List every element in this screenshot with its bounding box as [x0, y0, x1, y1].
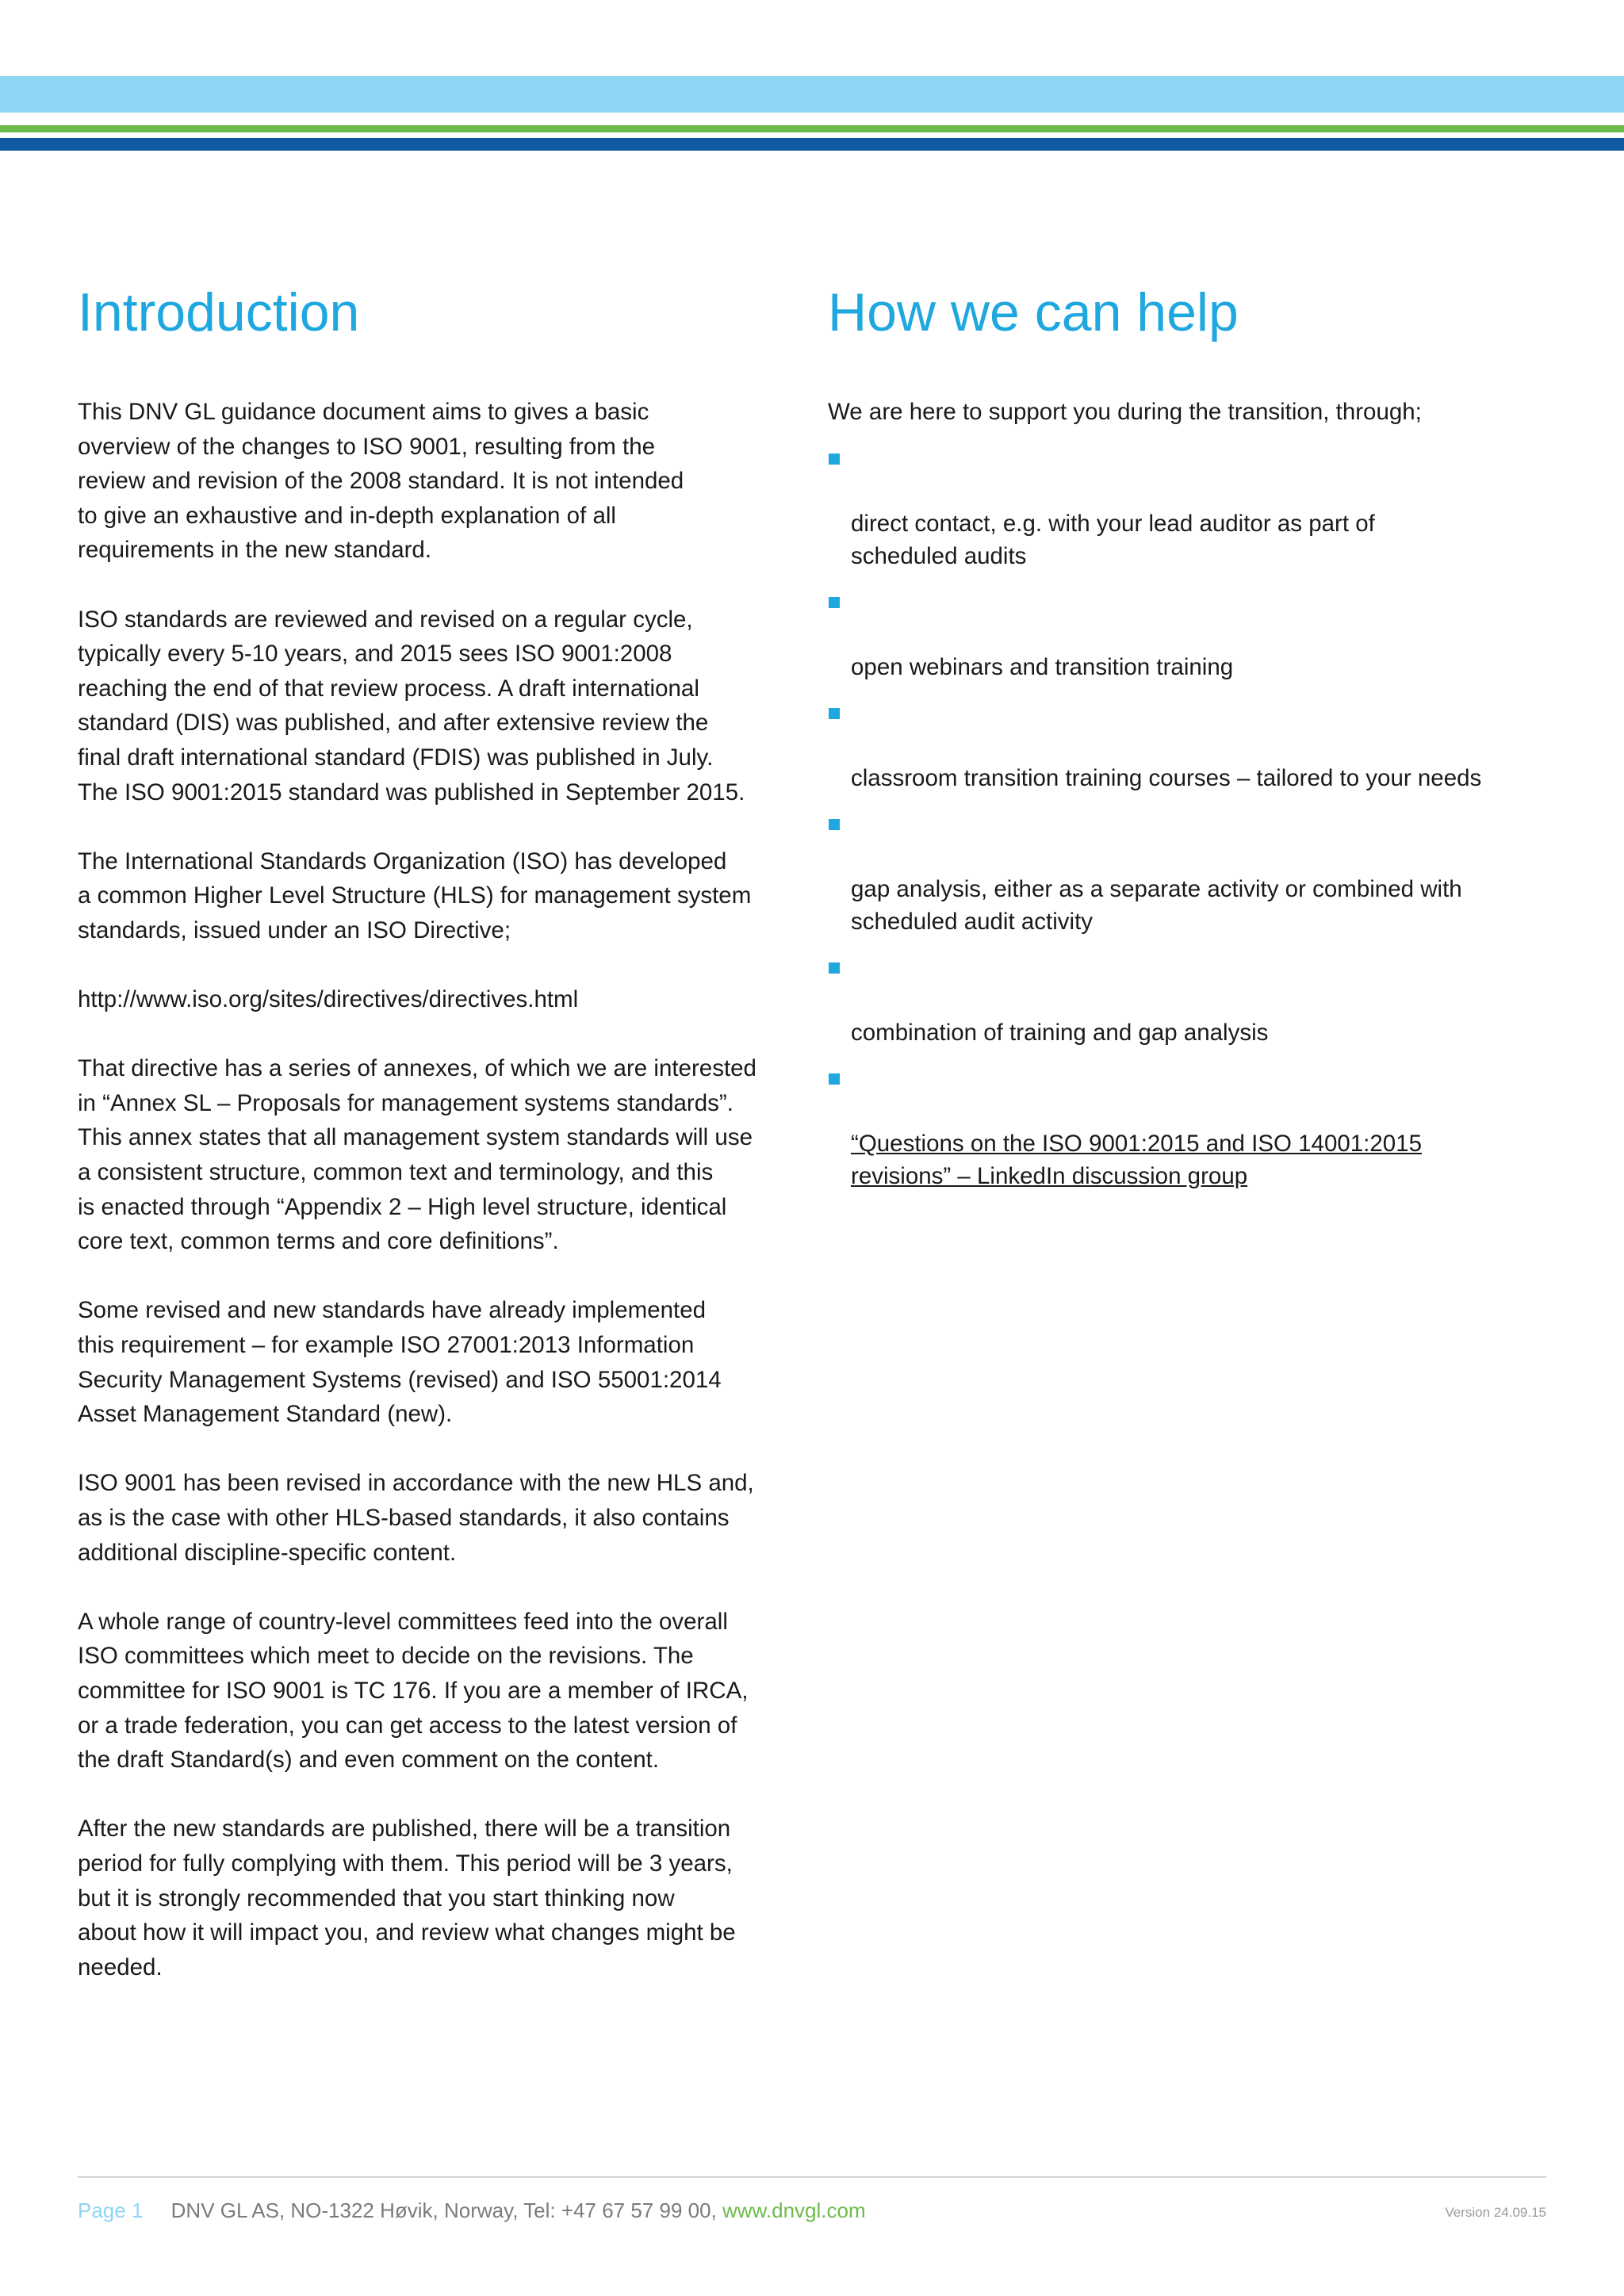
header-stripe-light-blue: [0, 76, 1624, 113]
page-number: Page 1: [78, 2198, 144, 2222]
list-item: [828, 586, 1549, 683]
square-bullet-icon: [829, 453, 840, 465]
square-bullet-icon: [829, 819, 840, 830]
linkedin-discussion-link[interactable]: “Questions on the ISO 9001:2015 and ISO 14001:2015 revisions” – LinkedIn discussion group: [851, 1130, 1422, 1189]
help-intro-text: We are here to support you during the transition, through;: [828, 399, 1422, 425]
iso-directives-url: http://www.iso.org/sites/directives/directives.html: [78, 986, 579, 1013]
list-item-text: direct contact, e.g. with your lead auditor as part of scheduled audits: [851, 510, 1375, 569]
how-we-can-help-column: [828, 279, 1549, 1206]
list-item-text: combination of training and gap analysis: [851, 1019, 1269, 1046]
company-address: DNV GL AS, NO-1322 Høvik, Norway, Tel: +47 67 57 99 00,: [170, 2198, 722, 2222]
header-stripe-green: [0, 125, 1624, 132]
version-label: Version 24.09.15: [1445, 2205, 1546, 2220]
intro-paragraph-3: The International Standards Organization (ISO) has developed a common Higher Level Structure (HLS) for management system standards, issued under an ISO Directive;: [78, 848, 752, 943]
intro-paragraph-7: ISO 9001 has been revised in accordance with the new HLS and, as is the case with other HLS-based standards, it also contains additional discipline-specific content.: [78, 1470, 754, 1566]
square-bullet-icon: [829, 962, 840, 974]
list-item: [828, 442, 1549, 572]
square-bullet-icon: [829, 708, 840, 719]
square-bullet-icon: [829, 1073, 840, 1085]
introduction-heading: Introduction: [78, 282, 360, 342]
list-item-text: open webinars and transition training: [851, 653, 1234, 680]
intro-paragraph-6: Some revised and new standards have already implemented this requirement – for example ISO 27001:2013 Information Security Management Systems (revised) and ISO 55001:2014 Asset Management Standard (new).: [78, 1297, 722, 1428]
list-item: [828, 951, 1549, 1049]
list-item: [828, 808, 1549, 938]
footer-divider: [78, 2176, 1546, 2178]
website-link[interactable]: www.dnvgl.com: [722, 2198, 866, 2222]
intro-paragraph-8: A whole range of country-level committees feed into the overall ISO committees which meet to decide on the revisions. The committee for ISO 9001 is TC 176. If you are a member of IRCA, or a trade federation, you can get access to the latest version of the draft Standard(s) and even comment on the content.: [78, 1608, 749, 1774]
intro-paragraph-5: That directive has a series of annexes, of which we are interested in “Annex SL – Proposals for management systems standards”. This annex states that all management system standards will use a consistent structure, common text and terminology, and this is enacted through “Appendix 2 – High level structure, identical core text, common terms and core definitions”.: [78, 1055, 756, 1255]
square-bullet-icon: [829, 597, 840, 608]
how-we-can-help-heading: How we can help: [828, 282, 1239, 342]
linkedin-discussion-item: [828, 1062, 1549, 1192]
intro-paragraph-2: ISO standards are reviewed and revised on a regular cycle, typically every 5-10 years, and 2015 sees ISO 9001:2008 reaching the end of that review process. A draft international standard (DIS) was published, and after extensive review the final draft international standard (FDIS) was published in July. The ISO 9001:2015 standard was published in September 2015.: [78, 606, 745, 806]
intro-paragraph-1: This DNV GL guidance document aims to gives a basic overview of the changes to ISO 9001, resulting from the review and revision of the 2008 standard. It is not intended to give an exhaustive and in-depth explanation of all requirements in the new standard.: [78, 399, 684, 564]
introduction-column: [78, 279, 807, 2019]
help-list: [828, 442, 1549, 1192]
intro-paragraph-9: After the new standards are published, there will be a transition period for fully complying with them. This period will be 3 years, but it is strongly recommended that you start thinking now about how it will impact you, and review what changes might be needed.: [78, 1816, 736, 1980]
footer: [78, 2198, 866, 2223]
list-item-text: gap analysis, either as a separate activity or combined with scheduled audit activity: [851, 875, 1462, 935]
list-item: [828, 697, 1549, 794]
list-item-text: classroom transition training courses – tailored to your needs: [851, 764, 1482, 791]
header-stripe-dark-blue: [0, 138, 1624, 151]
